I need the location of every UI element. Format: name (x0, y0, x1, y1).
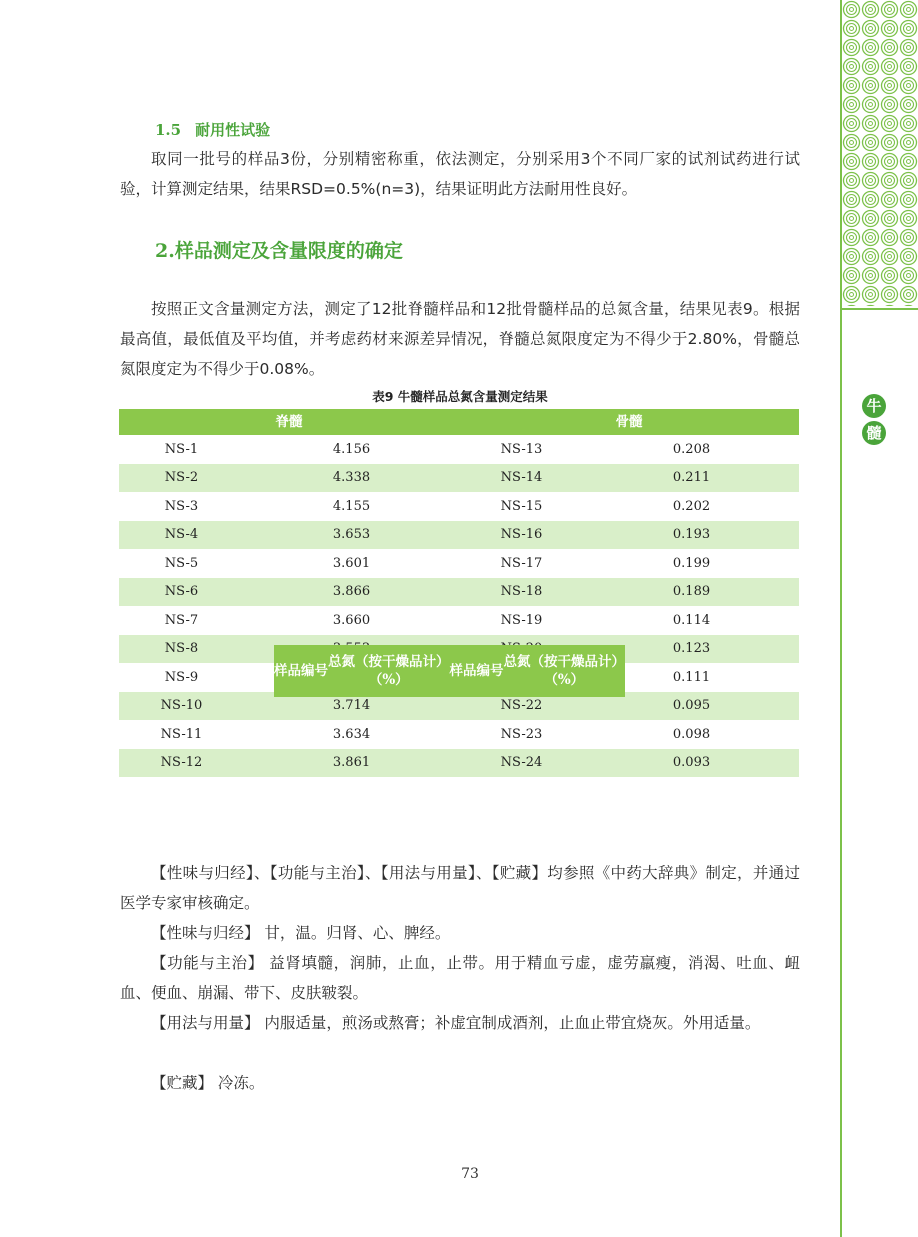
chapter-sidebar (840, 0, 918, 1237)
column-header-total-nitrogen: 总氮（按干燥品计） （%） (328, 645, 450, 697)
column-header-sample-id: 样品编号 (450, 645, 504, 697)
chapter-char: 髓 (862, 421, 886, 445)
column-header-total-nitrogen: 总氮（按干燥品计） （%） (504, 645, 626, 697)
table-caption: 表9 牛髓样品总氮含量测定结果 (372, 389, 548, 404)
group-header-bone-marrow: 骨髓 (459, 409, 799, 435)
table-row (119, 720, 799, 749)
table-row (119, 549, 799, 578)
table-row (119, 749, 799, 778)
sample-id-cell: NS-24 (459, 749, 584, 778)
page-number: 73 (461, 1166, 479, 1182)
nitrogen-value-cell: 0.098 (672, 726, 711, 742)
nitrogen-value-cell: 0.202 (672, 498, 711, 514)
sample-id-cell: NS-8 (119, 635, 244, 664)
sample-id-cell: NS-14 (459, 464, 584, 493)
nitrogen-content-table (119, 409, 799, 777)
table-row (119, 492, 799, 521)
sample-id-cell: NS-4 (119, 521, 244, 550)
sample-id-cell: NS-19 (500, 612, 543, 628)
nitrogen-value-cell: 3.861 (244, 749, 459, 778)
table-row (119, 435, 799, 464)
table-row (119, 578, 799, 607)
table-row (119, 464, 799, 493)
sample-id-cell: NS-12 (119, 749, 244, 778)
paragraph-nature-meridian: 【性味与归经】 甘，温。归肾、心、脾经。 (151, 924, 451, 942)
chapter-tab (862, 394, 888, 448)
sample-id-cell: NS-16 (459, 521, 584, 550)
paragraph-function-indication: 【功能与主治】 益肾填髓，润肺，止血，止带。用于精血亏虚，虚劳羸瘦，消渴、吐血、衄血、便血、崩漏、带下、皮肤皲裂。 (120, 954, 800, 1002)
sample-id-cell: NS-5 (164, 555, 199, 571)
sample-id-cell: NS-15 (500, 498, 543, 514)
paragraph-storage: 【贮藏】 冷冻。 (151, 1074, 265, 1092)
nitrogen-value-cell: 0.189 (584, 578, 799, 607)
sample-id-cell: NS-2 (119, 464, 244, 493)
sample-id-cell: NS-6 (119, 578, 244, 607)
nitrogen-value-cell: 4.338 (244, 464, 459, 493)
nitrogen-value-cell: 0.123 (584, 635, 799, 664)
sample-id-cell: NS-1 (164, 441, 199, 457)
nitrogen-value-cell: 0.199 (672, 555, 711, 571)
nitrogen-value-cell: 0.111 (672, 669, 711, 685)
nitrogen-value-cell: 3.866 (244, 578, 459, 607)
nitrogen-value-cell: 4.156 (332, 441, 371, 457)
column-header-sample-id: 样品编号 (274, 645, 328, 697)
nitrogen-value-cell: 4.155 (332, 498, 371, 514)
nitrogen-value-cell: 3.714 (244, 692, 459, 721)
nitrogen-value-cell: 0.114 (672, 612, 711, 628)
sample-id-cell: NS-17 (500, 555, 543, 571)
sample-id-cell: NS-10 (119, 692, 244, 721)
paragraph-usage-dosage: 【用法与用量】 内服适量，煎汤或熬膏；补虚宜制成酒剂，止血止带宜烧灰。外用适量。 (151, 1014, 761, 1032)
sample-id-cell: NS-13 (500, 441, 543, 457)
paragraph-robustness: 取同一批号的样品3份，分别精密称重，依法测定，分别采用3个不同厂家的试剂试药进行试验，计算测定结果，结果RSD=0.5%(n=3)，结果证明此方法耐用性良好。 (120, 150, 800, 198)
nitrogen-value-cell: 0.211 (584, 464, 799, 493)
sample-id-cell: NS-3 (164, 498, 199, 514)
nitrogen-value-cell: 0.208 (672, 441, 711, 457)
section-heading-2: 2.样品测定及含量限度的确定 (155, 240, 403, 262)
nitrogen-value-cell: 0.193 (584, 521, 799, 550)
table-row (119, 521, 799, 550)
cloud-pattern-decoration (842, 0, 918, 310)
sample-id-cell: NS-18 (459, 578, 584, 607)
section-number: 1.5 (155, 121, 182, 139)
sample-id-cell: NS-22 (459, 692, 584, 721)
nitrogen-value-cell: 0.093 (584, 749, 799, 778)
nitrogen-value-cell: 0.095 (584, 692, 799, 721)
nitrogen-value-cell: 3.660 (332, 612, 371, 628)
sample-id-cell: NS-7 (164, 612, 199, 628)
sample-id-cell: NS-23 (500, 726, 543, 742)
nitrogen-value-cell: 3.653 (244, 521, 459, 550)
paragraph-sample-determination: 按照正文含量测定方法，测定了12批脊髓样品和12批骨髓样品的总氮含量，结果见表9。根据最高值，最低值及平均值，并考虑药材来源差异情况，脊髓总氮限度定为不得少于2.80%，骨髓总氮限度定为不得少于0.08%。 (120, 300, 800, 378)
table-row (119, 606, 799, 635)
nitrogen-value-cell: 3.601 (332, 555, 371, 571)
sample-id-cell: NS-9 (164, 669, 199, 685)
paragraph-properties-intro: 【性味与归经】、【功能与主治】、【用法与用量】、【贮藏】均参照《中药大辞典》制定，并通过医学专家审核确定。 (120, 864, 800, 912)
chapter-char: 牛 (862, 394, 886, 418)
section-heading-1-5 (155, 119, 270, 140)
nitrogen-value-cell: 3.634 (332, 726, 371, 742)
section-title: 耐用性试验 (195, 121, 271, 139)
group-header-spinal-cord: 脊髓 (119, 409, 459, 435)
sample-id-cell: NS-11 (160, 726, 203, 742)
